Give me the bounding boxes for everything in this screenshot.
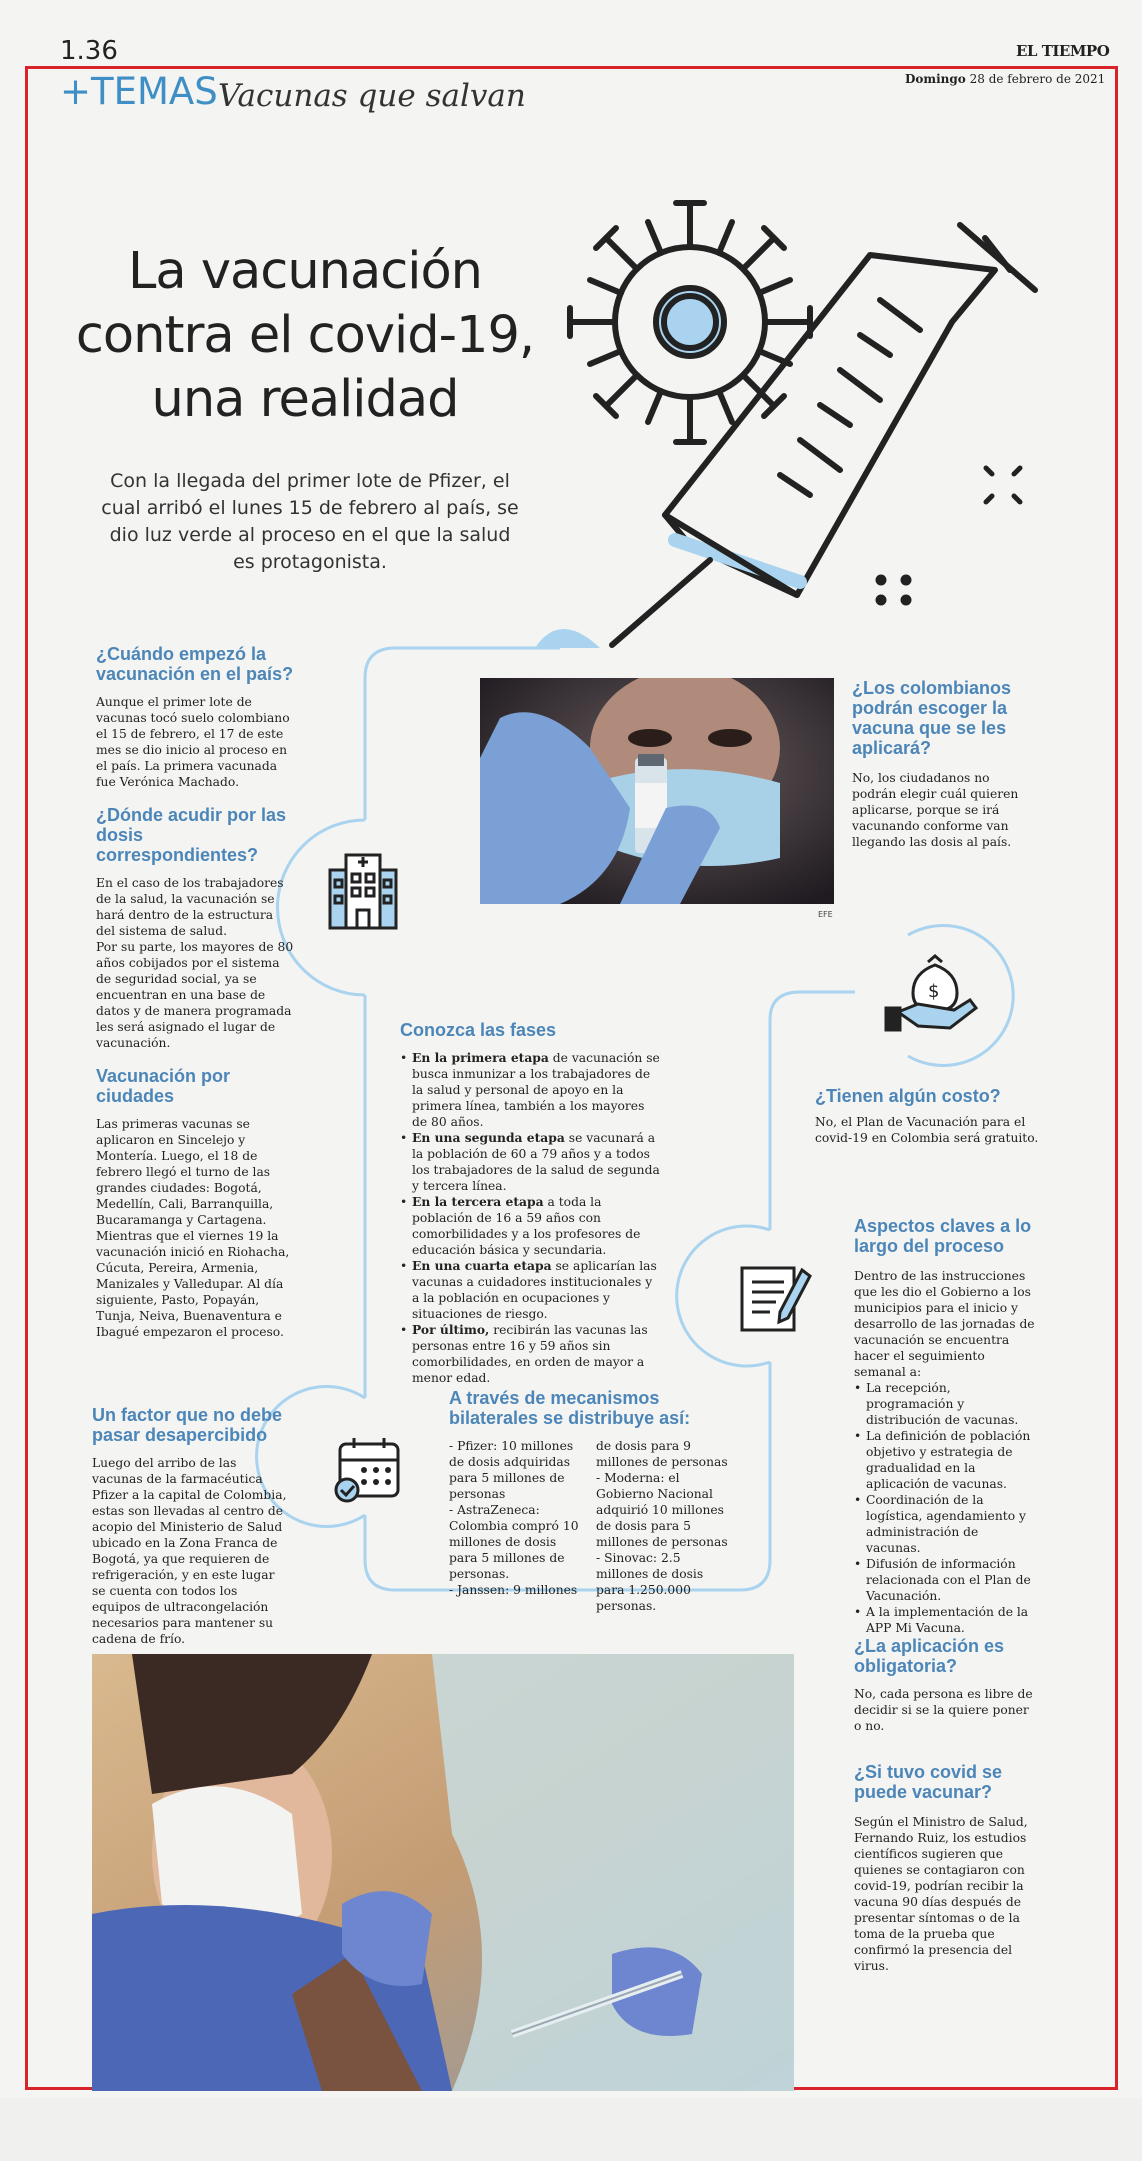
heading-factor: Un factor que no debe pasar desapercibido (92, 1405, 283, 1445)
section-title: Vacunas que salvan (218, 78, 526, 114)
heading-obligatoria: ¿La aplicación es obligatoria? (854, 1636, 1005, 1676)
fases-list (400, 1050, 660, 1386)
date-rest: 28 de febrero de 2021 (969, 72, 1106, 86)
hospital-icon (330, 855, 396, 928)
fase-item: • En una cuarta etapa se aplicarían las vacunas a cuidadores institucionales y a la población en ocupaciones y situaciones de riesgo. (400, 1258, 660, 1322)
fase-item: • En la tercera etapa a toda la población de 16 a 59 años con comorbilidades y a los profesores de educación básica y secundaria. (400, 1194, 660, 1258)
heading-cuando: ¿Cuándo empezó la vacunación en el país? (96, 644, 294, 684)
aspecto-item: • La recepción, programación y distribución de vacunas. (854, 1380, 1036, 1428)
heading-costo: ¿Tienen algún costo? (815, 1086, 1001, 1106)
block-costo (815, 1086, 1045, 1146)
newspaper-name: EL TIEMPO (1016, 42, 1110, 60)
block-tuvo (854, 1762, 1036, 1974)
block-fases (400, 1020, 660, 1386)
body-donde (96, 875, 296, 1051)
body-costo: No, el Plan de Vacunación para el covid-19 en Colombia será gratuito. (815, 1115, 1039, 1145)
fase-item: • En la primera etapa de vacunación se busca inmunizar a los trabajadores de la salud y personal de apoyo en la primera línea, también a los mayores de 80 años. (400, 1050, 660, 1130)
mecanismos-col2: de dosis para 9 millones de personas - Moderna: el Gobierno Nacional adquirió 10 millones de dosis para 5 millones de personas - Sinovac: 2.5 millones de dosis para 1.250.000 personas. (596, 1439, 728, 1613)
body-aspectos: Dentro de las instrucciones que les dio el Gobierno a los municipios para el inicio y desarrollo de las jornadas de vacunación se encuentra hacer el seguimiento semanal a: (854, 1269, 1035, 1379)
photo-credit: EFE (818, 910, 833, 919)
aspecto-item: • La definición de población objetivo y estrategia de gradualidad en la aplicación de vacunas. (854, 1428, 1036, 1492)
vaccine-vial-photo (480, 678, 834, 904)
bottom-margin (0, 2098, 1142, 2161)
body-escoger: No, los ciudadanos no podrán elegir cuál quieren aplicarse, porque se irá vacunando conforme van llegando las dosis al país. (852, 771, 1019, 849)
headline: La vacunación contra el covid-19, una realidad (75, 242, 535, 429)
aspecto-item: • A la implementación de la APP Mi Vacuna. (854, 1604, 1036, 1636)
heading-escoger: ¿Los colombianos podrán escoger la vacuna que se les aplicará? (852, 678, 1012, 758)
deck: Con la llegada del primer lote de Pfizer, el cual arribó el lunes 15 de febrero al país, se dio luz verde al proceso en el que la salud es protagonista. (101, 470, 519, 573)
body-cuando: Aunque el primer lote de vacunas tocó suelo colombiano el 15 de febrero, el 17 de este mes se dio inicio al proceso en el país. La primera vacunada fue Verónica Machado. (96, 695, 290, 789)
block-cuando (96, 644, 296, 790)
virus-icon (570, 203, 810, 442)
fase-item: • Por último, recibirán las vacunas las personas entre 16 y 59 años sin comorbilidades, en orden de mayor a menor edad. (400, 1322, 660, 1386)
body-ciudades: Las primeras vacunas se aplicaron en Sincelejo y Montería. Luego, el 18 de febrero llegó el turno de las grandes ciudades: Bogotá, Medellín, Cali, Barranquilla, Bucaramanga y Cartagena. Mientras que el viernes 19 la vacunación inició en Riohacha, Cúcuta, Pereira, Armenia, Manizales y Valledupar. Al día siguiente, Pasto, Popayán, Tunja, Neiva, Buenaventura e Ibagué empezaron el proceso. (96, 1117, 290, 1339)
aspecto-item: • Coordinación de la logística, agendamiento y administración de vacunas. (854, 1492, 1036, 1556)
sparkle-dots (878, 468, 1020, 603)
money-hand-icon (886, 956, 976, 1030)
vaccine-vial-photo-art (480, 678, 834, 904)
page-number: 1.36 (60, 36, 118, 66)
aspectos-list (854, 1380, 1036, 1636)
aspecto-item: • Difusión de información relacionada con el Plan de Vacunación. (854, 1556, 1036, 1604)
heading-donde: ¿Dónde acudir por las dosis correspondientes? (96, 805, 287, 865)
block-ciudades (96, 1066, 292, 1340)
block-aspectos (854, 1216, 1036, 1636)
heading-aspectos: Aspectos claves a lo largo del proceso (854, 1216, 1032, 1256)
svg-text:$: $ (928, 981, 940, 1002)
vaccination-photo (92, 1654, 794, 2091)
block-mecanismos (449, 1388, 729, 1614)
document-pen-icon (742, 1268, 810, 1330)
block-factor (92, 1405, 288, 1647)
block-escoger (852, 678, 1022, 850)
calendar-check-icon (336, 1438, 398, 1501)
heading-tuvo: ¿Si tuvo covid se puede vacunar? (854, 1762, 1003, 1802)
body-tuvo: Según el Ministro de Salud, Fernando Ruiz, los estudios científicos sugieren que quienes se contagiaron con covid-19, podrían recibir la vacuna 90 días después de presentar síntomas o de la toma de la prueba que confirmó la presencia del virus. (854, 1815, 1028, 1973)
body-factor: Luego del arribo de las vacunas de la farmacéutica Pfizer a la capital de Colombia, estas son llevadas al centro de acopio del Ministerio de Salud ubicado en la Zona Franca de Bogotá, ya que requieren de refrigeración, y en este lugar se cuenta con todos los equipos de ultracongelación necesarios para mantener su cadena de frío. (92, 1456, 287, 1646)
body-donde-p2: Por su parte, los mayores de 80 años cobijados por el sistema de seguridad social, ya se encuentran en una base de datos y de manera programada les será asignado el lugar de vacunación. (96, 940, 294, 1050)
vaccination-photo-art (92, 1654, 794, 2091)
body-donde-p1: En el caso de los trabajadores de la salud, la vacunación se hará dentro de la estructura del sistema de salud. (96, 876, 284, 938)
fase-item: • En una segunda etapa se vacunará a la población de 60 a 79 años y a todos los trabajadores de la salud de segunda y tercera línea. (400, 1130, 660, 1194)
mecanismos-col1: - Pfizer: 10 millones de dosis adquiridas para 5 millones de personas - AstraZeneca: Colombia compró 10 millones de dosis para 5 millones de personas. - Janssen: 9 millones (449, 1439, 579, 1597)
heading-fases: Conozca las fases (400, 1020, 557, 1040)
block-donde (96, 805, 296, 1051)
heading-ciudades: Vacunación por ciudades (96, 1066, 231, 1106)
date-day: Domingo (905, 72, 966, 86)
heading-mecanismos: A través de mecanismos bilaterales se distribuye así: (449, 1388, 691, 1428)
body-obligatoria: No, cada persona es libre de decidir si se la quiere poner o no. (854, 1687, 1033, 1733)
block-obligatoria (854, 1636, 1036, 1734)
section-tag: +TEMAS (60, 70, 218, 113)
